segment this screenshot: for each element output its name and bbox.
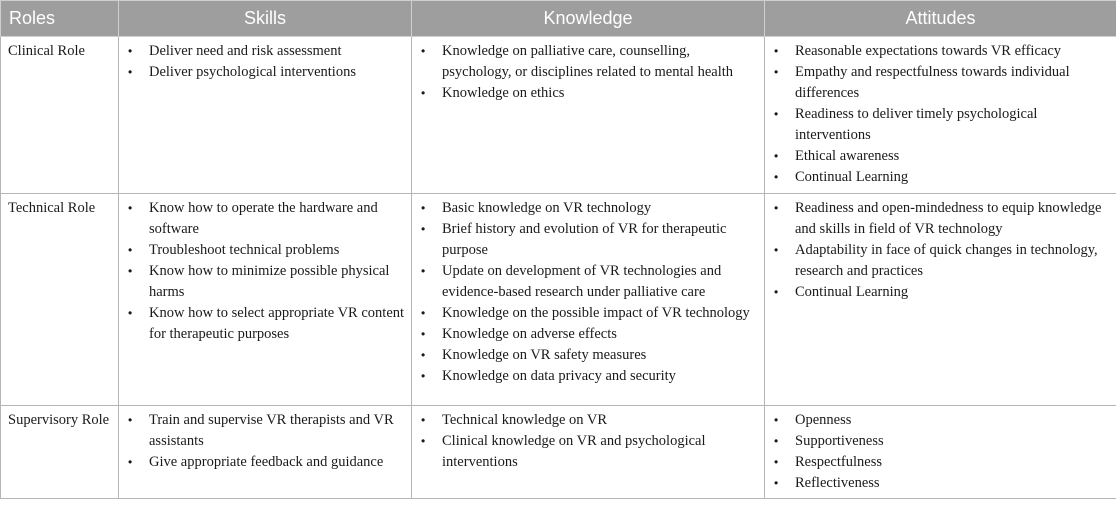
header-roles: Roles: [1, 1, 119, 37]
list-item: • Continual Learning: [795, 167, 1110, 188]
list-item: • Train and supervise VR therapists and VR assistants: [149, 410, 405, 452]
knowledge-list: [418, 410, 758, 473]
attitudes-list: [771, 410, 1110, 494]
skills-list: [125, 41, 405, 83]
list-item: • Brief history and evolution of VR for therapeutic purpose: [442, 219, 758, 261]
table-row: [1, 406, 1116, 499]
skills-list: [125, 410, 405, 473]
table-row: [1, 194, 1116, 406]
role-cell: Clinical Role: [1, 37, 119, 194]
list-item: • Technical knowledge on VR: [442, 410, 758, 431]
skills-cell: [119, 406, 412, 499]
list-item: • Clinical knowledge on VR and psychological interventions: [442, 431, 758, 473]
list-item: • Openness: [795, 410, 1110, 431]
knowledge-cell: [412, 406, 765, 499]
skills-cell: [119, 37, 412, 194]
header-attitudes: Attitudes: [765, 1, 1116, 37]
attitudes-cell: [765, 37, 1116, 194]
list-item: • Knowledge on ethics: [442, 83, 758, 104]
list-item: • Respectfulness: [795, 452, 1110, 473]
list-item: • Know how to minimize possible physical harms: [149, 261, 405, 303]
list-item: • Update on development of VR technologies and evidence-based research under palliative care: [442, 261, 758, 303]
list-item: • Deliver need and risk assessment: [149, 41, 405, 62]
header-knowledge: Knowledge: [412, 1, 765, 37]
header-skills: Skills: [119, 1, 412, 37]
list-item: • Continual Learning: [795, 282, 1110, 303]
knowledge-cell: [412, 37, 765, 194]
knowledge-list: [418, 198, 758, 387]
table-row: [1, 37, 1116, 194]
list-item: • Empathy and respectfulness towards individual differences: [795, 62, 1110, 104]
skills-cell: [119, 194, 412, 406]
role-cell: Supervisory Role: [1, 406, 119, 499]
list-item: • Knowledge on VR safety measures: [442, 345, 758, 366]
skills-list: [125, 198, 405, 345]
list-item: • Knowledge on palliative care, counselling, psychology, or disciplines related to mental health: [442, 41, 758, 83]
list-item: • Knowledge on data privacy and security: [442, 366, 758, 387]
attitudes-cell: [765, 406, 1116, 499]
list-item: • Reasonable expectations towards VR efficacy: [795, 41, 1110, 62]
knowledge-list: [418, 41, 758, 104]
list-item: • Readiness and open-mindedness to equip knowledge and skills in field of VR technology: [795, 198, 1110, 240]
list-item: • Reflectiveness: [795, 473, 1110, 494]
attitudes-cell: [765, 194, 1116, 406]
list-item: • Knowledge on adverse effects: [442, 324, 758, 345]
knowledge-cell: [412, 194, 765, 406]
list-item: • Basic knowledge on VR technology: [442, 198, 758, 219]
list-item: • Troubleshoot technical problems: [149, 240, 405, 261]
role-cell: Technical Role: [1, 194, 119, 406]
list-item: • Deliver psychological interventions: [149, 62, 405, 83]
list-item: • Readiness to deliver timely psychological interventions: [795, 104, 1110, 146]
list-item: • Know how to operate the hardware and software: [149, 198, 405, 240]
list-item: • Supportiveness: [795, 431, 1110, 452]
list-item: • Ethical awareness: [795, 146, 1110, 167]
list-item: • Knowledge on the possible impact of VR technology: [442, 303, 758, 324]
table-header: [1, 1, 1116, 37]
list-item: • Give appropriate feedback and guidance: [149, 452, 405, 473]
list-item: • Adaptability in face of quick changes in technology, research and practices: [795, 240, 1110, 282]
list-item: • Know how to select appropriate VR content for therapeutic purposes: [149, 303, 405, 345]
attitudes-list: [771, 198, 1110, 303]
attitudes-list: [771, 41, 1110, 188]
